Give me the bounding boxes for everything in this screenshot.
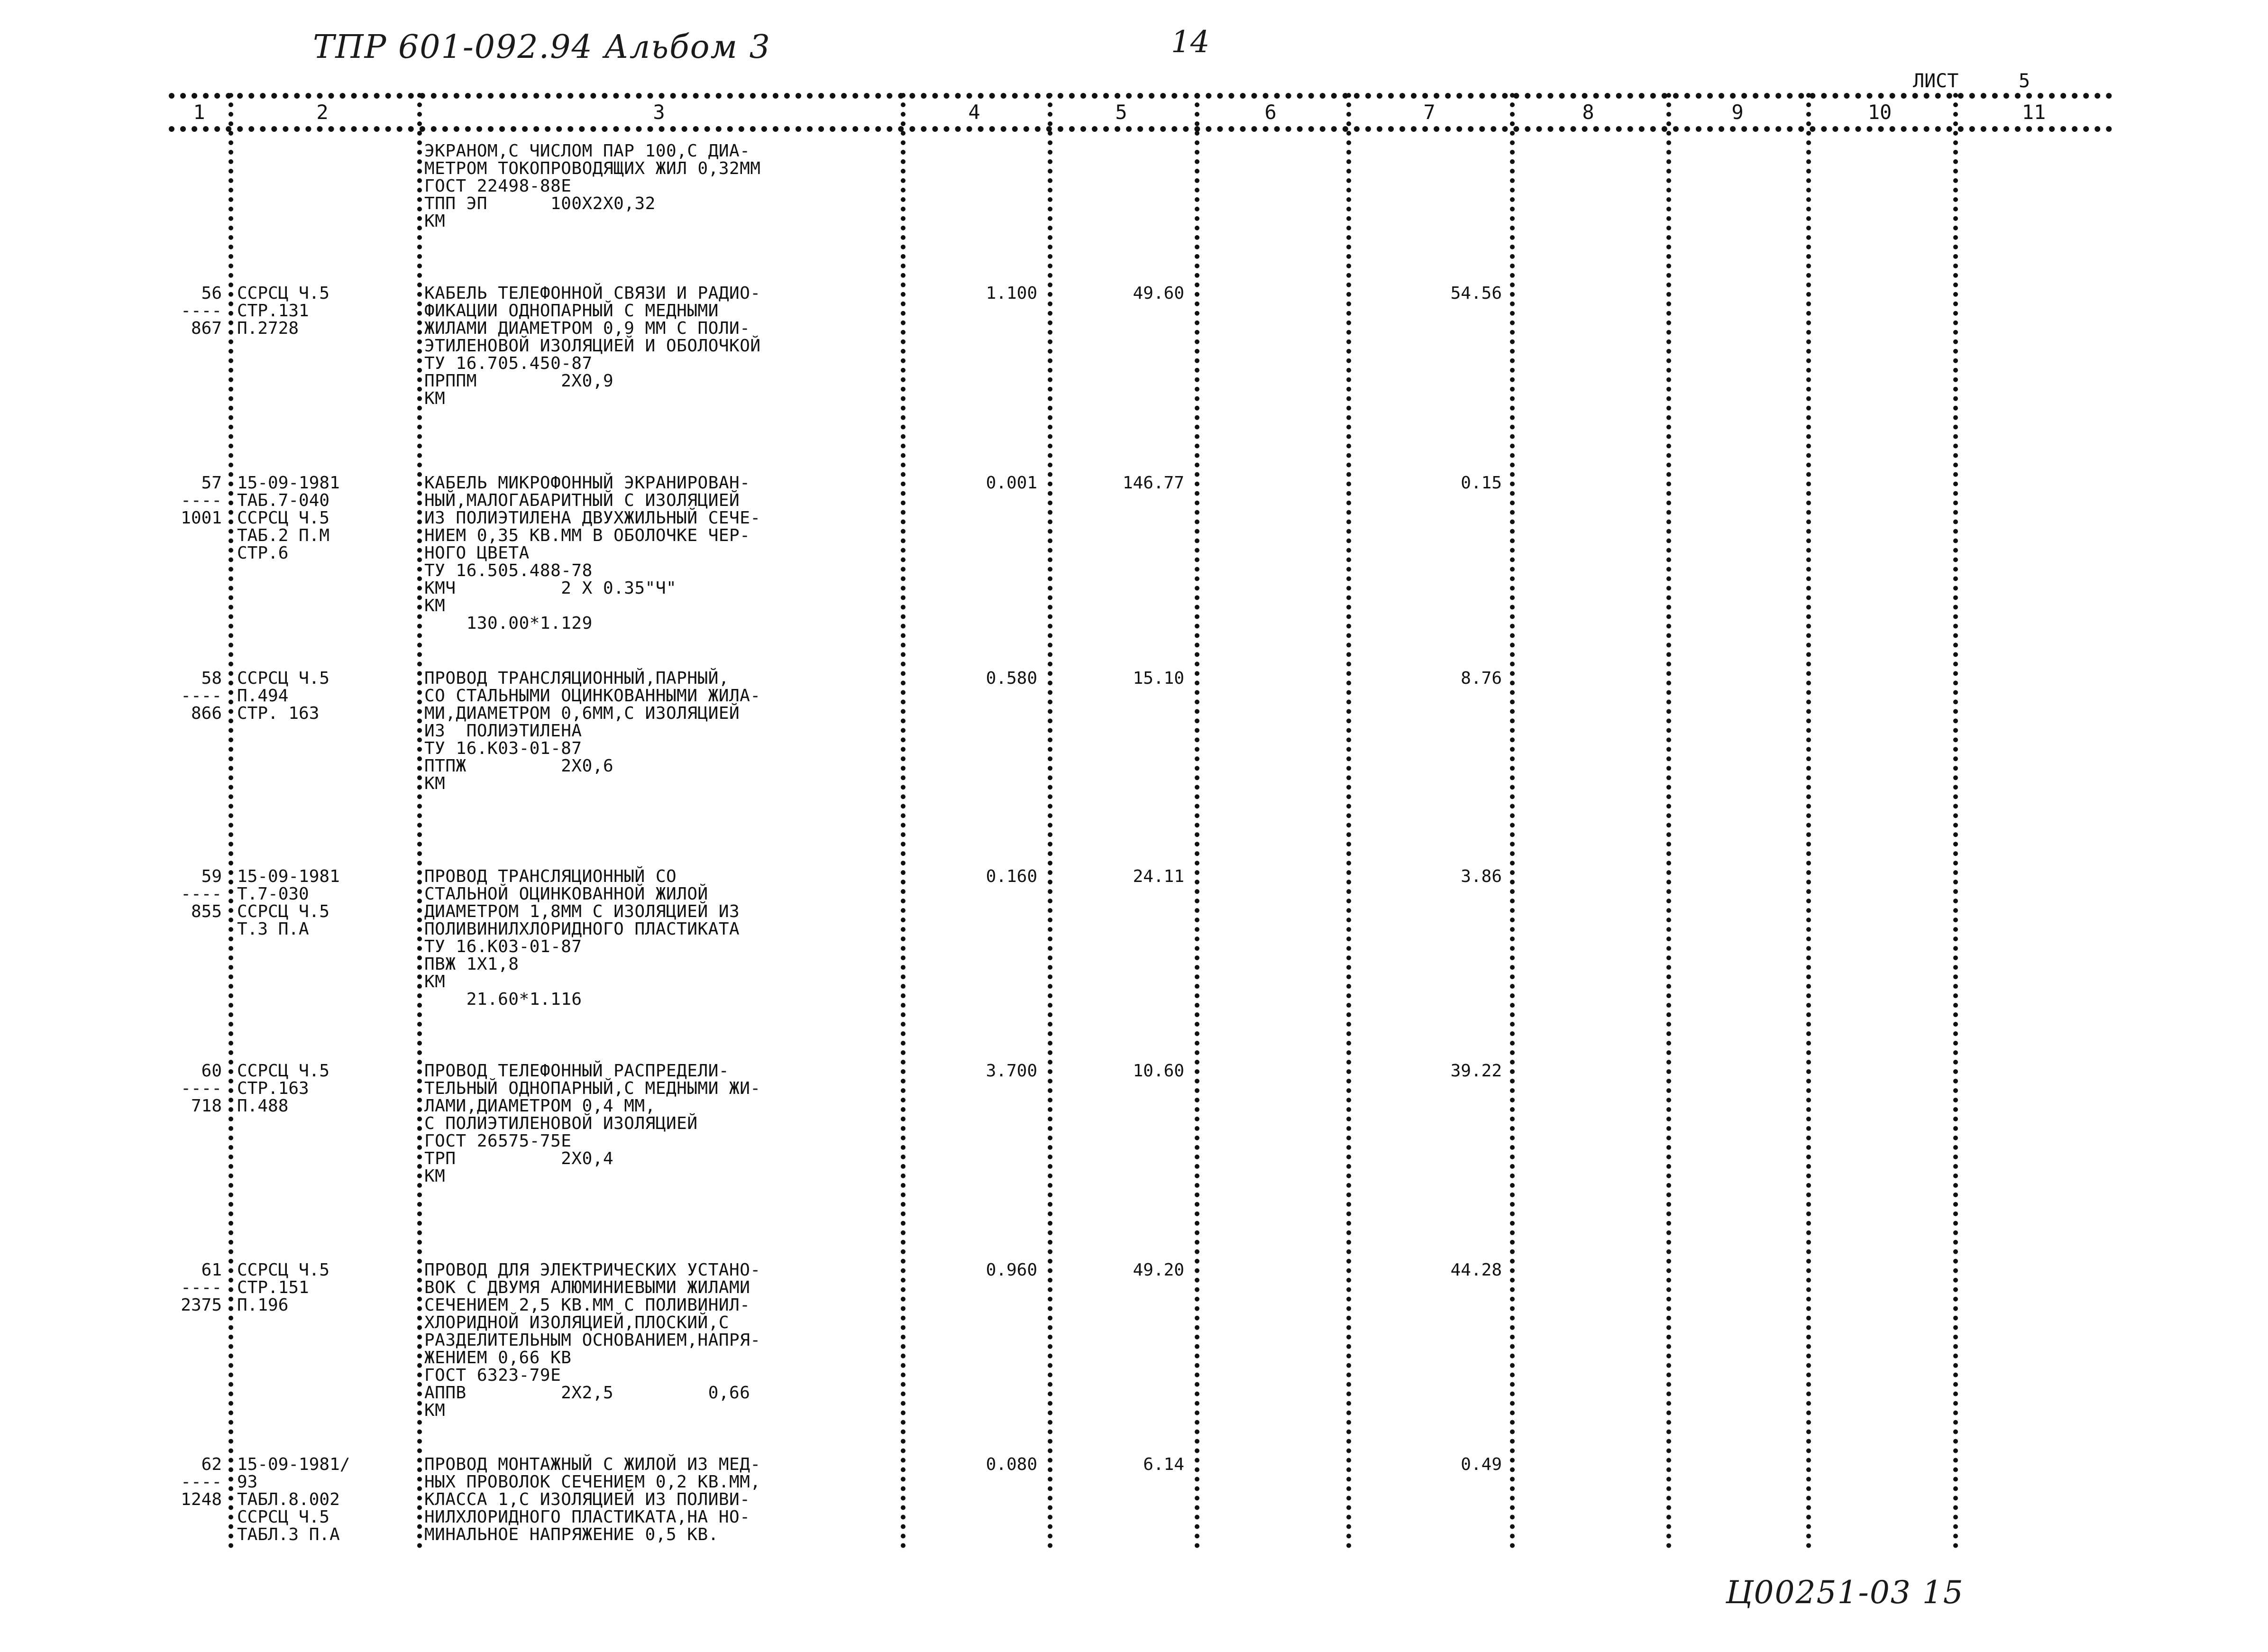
total-value: 54.56 xyxy=(1450,284,1502,303)
footer-code: Ц00251-03 15 xyxy=(1726,1574,1964,1611)
sheet-label: ЛИСТ xyxy=(1913,70,1959,92)
unit-price-value: 15.10 xyxy=(1133,669,1184,688)
item-reference: 15-09-1981 ТАБ.7-040 ССРСЦ Ч.5 ТАБ.2 П.М СТР.6 xyxy=(237,473,340,563)
total-value: 0.49 xyxy=(1461,1455,1502,1474)
unit-price-value: 6.14 xyxy=(1143,1455,1184,1474)
item-position: 59 ---- 855 xyxy=(181,867,222,921)
total-value: 39.22 xyxy=(1450,1061,1502,1081)
quantity-value: 0.580 xyxy=(986,669,1037,688)
column-number: 11 xyxy=(2021,101,2046,124)
quantity-value: 0.160 xyxy=(986,867,1037,886)
column-number: 9 xyxy=(1731,101,1744,124)
item-description: ПРОВОД МОНТАЖНЫЙ С ЖИЛОЙ ИЗ МЕД- НЫХ ПРОВОЛОК СЕЧЕНИЕМ 0,2 КВ.ММ, КЛАССА 1,С ИЗОЛЯЦИЕЙ ИЗ ПОЛИВИ- НИЛХЛОРИДНОГО ПЛАСТИКАТА,НА НО- МИНАЛЬНОЕ НАПРЯЖЕНИЕ 0,5 КВ. xyxy=(424,1455,761,1544)
item-position: 61 ---- 2375 xyxy=(181,1260,222,1315)
item-position: 60 ---- 718 xyxy=(181,1061,222,1116)
column-number: 3 xyxy=(653,101,665,124)
unit-price-value: 49.20 xyxy=(1133,1260,1184,1280)
header-bottom-rule xyxy=(169,126,2113,132)
item-reference: ССРСЦ Ч.5 СТР.131 П.2728 xyxy=(237,284,330,338)
item-reference: 15-09-1981/ 93 ТАБЛ.8.002 ССРСЦ Ч.5 ТАБЛ.3 П.А xyxy=(237,1455,350,1544)
item-description: КАБЕЛЬ ТЕЛЕФОННОЙ СВЯЗИ И РАДИО- ФИКАЦИИ ОДНОПАРНЫЙ С МЕДНЫМИ ЖИЛАМИ ДИАМЕТРОМ 0,9 ММ С ПОЛИ- ЭТИЛЕНОВОЙ ИЗОЛЯЦИЕЙ И ОБОЛОЧКОЙ ТУ 16.705.450-87 ПРППМ 2Х0,9 КМ xyxy=(424,284,761,408)
item-reference: ССРСЦ Ч.5 П.494 СТР. 163 xyxy=(237,669,330,723)
total-value: 44.28 xyxy=(1450,1260,1502,1280)
column-separator xyxy=(1195,93,1199,1549)
item-description: ПРОВОД ТРАНСЛЯЦИОННЫЙ СО СТАЛЬНОЙ ОЦИНКОВАННОЙ ЖИЛОЙ ДИАМЕТРОМ 1,8ММ С ИЗОЛЯЦИЕЙ ИЗ ПОЛИВИНИЛХЛОРИДНОГО ПЛАСТИКАТА ТУ 16.К03-01-87 ПВЖ 1Х1,8 КМ 21.60*1.116 xyxy=(424,867,740,1009)
column-separator xyxy=(1510,93,1515,1549)
item-description: ЭКРАНОМ,С ЧИСЛОМ ПАР 100,С ДИА- МЕТРОМ ТОКОПРОВОДЯЩИХ ЖИЛ 0,32ММ ГОСТ 22498-88Е ТПП ЭП 100Х2Х0,32 КМ xyxy=(424,141,761,231)
item-description: ПРОВОД ТРАНСЛЯЦИОННЫЙ,ПАРНЫЙ, СО СТАЛЬНЫМИ ОЦИНКОВАННЫМИ ЖИЛА- МИ,ДИАМЕТРОМ 0,6ММ,С ИЗОЛЯЦИЕЙ ИЗ ПОЛИЭТИЛЕНА ТУ 16.К03-01-87 ПТПЖ 2Х0,6 КМ xyxy=(424,669,761,793)
item-position: 57 ---- 1001 xyxy=(181,473,222,528)
column-number: 6 xyxy=(1264,101,1277,124)
column-number: 10 xyxy=(1867,101,1892,124)
total-value: 0.15 xyxy=(1461,473,1502,493)
item-description: ПРОВОД ТЕЛЕФОННЫЙ РАСПРЕДЕЛИ- ТЕЛЬНЫЙ ОДНОПАРНЫЙ,С МЕДНЫМИ ЖИ- ЛАМИ,ДИАМЕТРОМ 0,4 ММ, С ПОЛИЭТИЛЕНОВОЙ ИЗОЛЯЦИЕЙ ГОСТ 26575-75Е ТРП 2Х0,4 КМ xyxy=(424,1061,761,1186)
unit-price-value: 146.77 xyxy=(1122,473,1184,493)
header-top-rule xyxy=(169,93,2113,99)
column-separator xyxy=(1806,93,1811,1549)
document-reference: ТПР 601-092.94 Альбом 3 xyxy=(313,28,771,66)
unit-price-value: 10.60 xyxy=(1133,1061,1184,1081)
column-number: 8 xyxy=(1582,101,1594,124)
item-reference: 15-09-1981 Т.7-030 ССРСЦ Ч.5 Т.3 П.А xyxy=(237,867,340,939)
column-separator xyxy=(417,93,422,1549)
item-position: 58 ---- 866 xyxy=(181,669,222,723)
column-separator xyxy=(901,93,905,1549)
item-description: КАБЕЛЬ МИКРОФОННЫЙ ЭКРАНИРОВАН- НЫЙ,МАЛОГАБАРИТНЫЙ С ИЗОЛЯЦИЕЙ ИЗ ПОЛИЭТИЛЕНА ДВУХЖИЛЬНЫЙ СЕЧЕ- НИЕМ 0,35 КВ.ММ В ОБОЛОЧКЕ ЧЕР- НОГО ЦВЕТА ТУ 16.505.488-78 КМЧ 2 Х 0.35"Ч" КМ 130.00*1.129 xyxy=(424,473,761,633)
quantity-value: 1.100 xyxy=(986,284,1037,303)
unit-price-value: 49.60 xyxy=(1133,284,1184,303)
sheet-number: 5 xyxy=(2019,70,2030,92)
column-number: 5 xyxy=(1115,101,1127,124)
item-reference: ССРСЦ Ч.5 СТР.163 П.488 xyxy=(237,1061,330,1116)
column-number: 4 xyxy=(968,101,980,124)
column-number: 2 xyxy=(316,101,329,124)
column-separator xyxy=(1048,93,1052,1549)
item-reference: ССРСЦ Ч.5 СТР.151 П.196 xyxy=(237,1260,330,1315)
total-value: 8.76 xyxy=(1461,669,1502,688)
total-value: 3.86 xyxy=(1461,867,1502,886)
item-position: 56 ---- 867 xyxy=(181,284,222,338)
column-separator xyxy=(229,93,233,1549)
quantity-value: 0.001 xyxy=(986,473,1037,493)
quantity-value: 3.700 xyxy=(986,1061,1037,1081)
page-number: 14 xyxy=(1171,25,1210,60)
unit-price-value: 24.11 xyxy=(1133,867,1184,886)
quantity-value: 0.080 xyxy=(986,1455,1037,1474)
item-position: 62 ---- 1248 xyxy=(181,1455,222,1509)
column-separator xyxy=(1666,93,1671,1549)
column-separator xyxy=(1346,93,1351,1549)
quantity-value: 0.960 xyxy=(986,1260,1037,1280)
item-description: ПРОВОД ДЛЯ ЭЛЕКТРИЧЕСКИХ УСТАНО- ВОК С ДВУМЯ АЛЮМИНИЕВЫМИ ЖИЛАМИ СЕЧЕНИЕМ 2,5 КВ.ММ С ПОЛИВИНИЛ- ХЛОРИДНОЙ ИЗОЛЯЦИЕЙ,ПЛОСКИЙ,С РАЗДЕЛИТЕЛЬНЫМ ОСНОВАНИЕМ,НАПРЯ- ЖЕНИЕМ 0,66 КВ ГОСТ 6323-79Е АППВ 2Х2,5 0,66 КМ xyxy=(424,1260,761,1420)
column-number: 7 xyxy=(1423,101,1436,124)
column-number: 1 xyxy=(193,101,205,124)
column-separator xyxy=(1953,93,1958,1549)
